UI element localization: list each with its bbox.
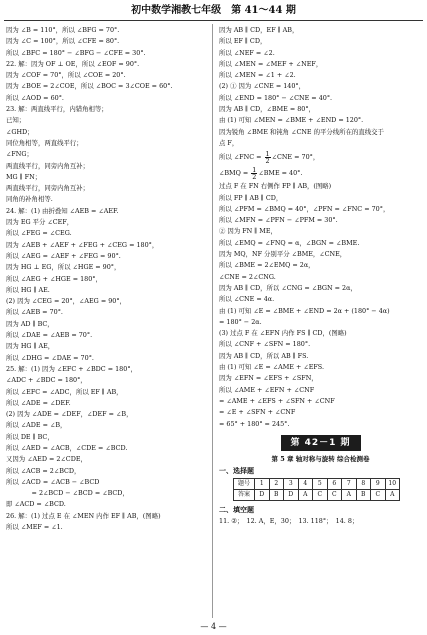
text-line: 23. 解：两直线平行，内错角相等； (6, 105, 108, 114)
text-line: 因为 ∠BOE = 2∠COE，所以 ∠BOC = 3∠COE = 60°. (6, 82, 173, 91)
text-line: 即 ∠ACD = ∠BCD. (6, 500, 66, 509)
text-line: 所以 ∠MEF = ∠1. (6, 523, 63, 532)
text-line: 因为 AD ∥ BC， (6, 319, 54, 328)
answer-cell: C (327, 489, 342, 500)
right-column (219, 25, 422, 625)
text-line: 所以 ∠AEB = 70°. (6, 308, 63, 317)
fraction-line (219, 165, 422, 181)
text-line: 所以 ∠PFM = ∠BMQ = 40°，∠PFN = ∠FNC = 70°， (219, 204, 390, 213)
text-line: ∠CNE = 2∠CNG. (219, 272, 276, 281)
question-number-cell: 8 (356, 478, 371, 489)
text-line: 所以 ∠MEN = ∠1 + ∠2. (219, 71, 296, 80)
text-line: 因为锐角 ∠BME 和钝角 ∠CNE 的平分线所在的直线交于 (219, 127, 384, 136)
fraction-suffix: ∠BME = 40°. (258, 169, 303, 178)
section-banner: 第 42－1 期 (281, 435, 361, 451)
text-line: ② 因为 FN ∥ ME， (219, 227, 277, 236)
fill-answers: 11. ②； 12. A，E，30； 13. 118°； 14. 8； (219, 516, 359, 525)
answer-cell: A (298, 489, 313, 500)
text-line: 所以 ∠AME + ∠EFN + ∠CNF (219, 385, 315, 394)
answer-cell: D (284, 489, 299, 500)
text-line: 所以 ∠FEG = ∠CEG. (6, 229, 72, 238)
text-line: 所以 ∠AEG = ∠AEF + ∠FEG = 90°. (6, 251, 121, 260)
fraction-suffix: ∠CNE = 70°， (271, 153, 320, 162)
text-line: 所以 ∠NEF = ∠2. (219, 48, 275, 57)
question-number-cell: 10 (385, 478, 400, 489)
fraction-prefix: ∠BMQ = (219, 169, 251, 178)
text-line: 所以 ∠END = 180° − ∠CNE = 40°. (219, 93, 333, 102)
text-line: 所以 ∠EFC = ∠ADC，所以 EF ∥ AB， (6, 387, 123, 396)
answer-cell: B (269, 489, 284, 500)
text-line: 由 (1) 可知 ∠MEN = ∠BME + ∠END = 120°. (219, 116, 364, 125)
text-line: 因为 MQ，NF 分别平分 ∠BME，∠CNE， (219, 250, 347, 259)
text-line: 由 (1) 可知 ∠E = ∠BME + ∠END = 2α + (180° − 4α) (219, 306, 390, 315)
fraction: $\frac{1}{2}$ (252, 165, 257, 181)
text-line: 24. 解：(1) 由折叠知 ∠AEB = ∠AEF. (6, 206, 119, 215)
text-line: 所以 ∠MFN = ∠PFN − ∠PFM = 30°. (219, 216, 338, 225)
text-line: MG ∥ FN； (6, 172, 42, 181)
text-line: 因为 HG ⊥ EG，所以 ∠HGE = 90°， (6, 263, 121, 272)
text-line: 过点 F 在 FN 右侧作 FP ∥ AB，(图略) (219, 182, 332, 191)
text-line: = 65° + 180° = 245°. (219, 419, 290, 428)
text-line: 所以 ∠BME = 2∠EMQ = 2α， (219, 261, 315, 270)
text-line: 同角的补角相等. (6, 195, 53, 204)
text-line: 所以 ∠MEN = ∠MEF + ∠NEF， (219, 59, 323, 68)
text-line: 因为 EG 平分 ∠CEF， (6, 218, 74, 227)
text-line: 所以 ∠ADE = ∠DEF. (6, 398, 71, 407)
right-column-middle (219, 181, 422, 430)
text-line: (2) 因为 ∠ADE = ∠DEF，∠DEF = ∠B， (6, 410, 133, 419)
text-line: 两直线平行，同旁内角互补； (6, 161, 90, 170)
text-line: 同位角相等，两直线平行； (6, 138, 83, 147)
text-line: 因为 AB ∥ CD，所以 AB ∥ FS. (219, 351, 309, 360)
question-number-cell: 6 (327, 478, 342, 489)
left-column (6, 25, 207, 625)
question-number-cell: 3 (284, 478, 299, 489)
text-line: 因为 ∠AEB + ∠AEF + ∠FEG + ∠CEG = 180°， (6, 240, 159, 249)
question-number-cell: 7 (342, 478, 357, 489)
text-line: ∠GHD； (6, 127, 34, 136)
answer-cell: A (385, 489, 400, 500)
text-line: (3) 过点 F 在 ∠EFN 内作 FS ∥ CD，(图略) (219, 329, 347, 338)
answer-cell: D (255, 489, 270, 500)
answer-cell: A (342, 489, 357, 500)
table-answer-head: 答案 (234, 489, 255, 500)
section-subtitle: 第 5 章 轴对称与旋转 综合检测卷 (271, 454, 370, 463)
column-divider (212, 24, 213, 618)
fraction: $\frac{1}{2}$ (265, 149, 270, 165)
text-line: 所以 ∠BFC = 180° − ∠BFG − ∠CFE = 30°. (6, 48, 146, 57)
text-line: = ∠AME + ∠EFS + ∠SFN + ∠CNF (219, 396, 335, 405)
page-number: — 4 — (200, 622, 227, 631)
text-line: 因为 ∠B = 110°，所以 ∠BFG = 70°. (6, 26, 120, 34)
question-number-cell: 4 (298, 478, 313, 489)
text-line: 所以 ∠AEG + ∠HGE = 180°， (6, 274, 102, 283)
text-line: 因为 AB ∥ CD，所以 ∠CNG = ∠BGN = 2α， (219, 283, 357, 292)
text-line: 已知； (6, 116, 26, 125)
text-line: 所以 ∠DHG = ∠DAE = 70°. (6, 353, 94, 362)
text-line: 因为 ∠COF = 70°，所以 ∠COE = 20°. (6, 71, 126, 80)
fraction-line (219, 149, 422, 165)
text-line: 26. 解：(1) 过点 E 在 ∠MEN 内作 EF ∥ AB，(图略) (6, 511, 161, 520)
text-line: 因为 ∠C = 100°，所以 ∠CFE = 80°. (6, 37, 120, 46)
text-line: 所以 ∠DAE = ∠AEB = 70°. (6, 331, 93, 340)
text-line: 因为 AB ∥ CD，EF ∥ AB， (219, 26, 299, 34)
text-line: = 2∠BCD − ∠BCD = ∠BCD， (6, 489, 129, 498)
text-line: 所以 ∠ACD = ∠ACB − ∠BCD (6, 477, 100, 486)
header-rule (4, 20, 423, 21)
text-line: 所以 ∠AED = ∠ACB，∠CDE = ∠BCD. (6, 443, 128, 452)
text-line: 由 (1) 可知 ∠E = ∠AME + ∠EFS. (219, 363, 324, 372)
right-column-top (219, 25, 422, 149)
question-number-cell: 5 (313, 478, 328, 489)
text-line: 所以 ∠CNE = 4α. (219, 295, 275, 304)
text-line: 所以 ∠AOD = 60°. (6, 93, 64, 102)
text-line: = 180° − 2α. (219, 317, 262, 326)
answer-cell: B (356, 489, 371, 500)
text-line: (2) 因为 ∠CEG = 20°，∠AEG = 90°， (6, 297, 126, 306)
text-line: 点 F， (219, 138, 239, 147)
text-line: (2) ① 因为 ∠CNE = 140°， (219, 82, 306, 91)
text-line: 所以 HG ∥ AE. (6, 285, 50, 294)
header-title: 初中数学湘教七年级 第 41～44 期 (131, 5, 296, 16)
text-line: 25. 解：(1) 因为 ∠EFC + ∠BDC = 180°， (6, 364, 137, 373)
page-header (0, 3, 427, 19)
text-line: 所以 EF ∥ CD， (219, 37, 267, 46)
part1-heading: 一、选择题 (219, 466, 254, 475)
text-line: ∠FNG； (6, 150, 33, 159)
text-line: 两直线平行，同旁内角互补； (6, 184, 90, 193)
answer-table-answer-row (234, 489, 400, 500)
text-line: 22. 解：因为 OF ⊥ OE，所以 ∠EOF = 90°. (6, 59, 140, 68)
text-line: 所以 ∠ADE = ∠B， (6, 421, 67, 430)
text-line: 所以 DE ∥ BC， (6, 432, 54, 441)
question-number-cell: 1 (255, 478, 270, 489)
text-line: = ∠E + ∠SFN + ∠CNF (219, 408, 296, 417)
text-line: 又因为 ∠AED = 2∠CDE， (6, 455, 87, 464)
table-row-head: 题号 (234, 478, 255, 489)
answer-table (233, 478, 400, 501)
text-line: ∠ADC + ∠BDC = 180°， (6, 376, 87, 385)
fraction-prefix: 所以 ∠FNC = (219, 153, 264, 162)
text-line: 因为 HG ∥ AE， (6, 342, 55, 351)
part2-heading: 二、填空题 (219, 505, 254, 514)
question-number-cell: 2 (269, 478, 284, 489)
text-line: 因为 AB ∥ CD，∠BME = 80°， (219, 105, 315, 114)
answer-cell: C (313, 489, 328, 500)
text-line: 所以 ∠ACB = 2∠BCD， (6, 466, 81, 475)
answer-table-number-row (234, 478, 400, 489)
answer-cell: C (371, 489, 386, 500)
text-line: 所以 FP ∥ AB ∥ CD， (219, 193, 283, 202)
text-line: 所以 ∠CNF + ∠SFN = 180°. (219, 340, 311, 349)
text-line: 因为 ∠EFN = ∠EFS + ∠SFN， (219, 374, 318, 383)
question-number-cell: 9 (371, 478, 386, 489)
text-line: 所以 ∠EMQ = ∠FNQ = α，∠BGN = ∠BME. (219, 238, 360, 247)
